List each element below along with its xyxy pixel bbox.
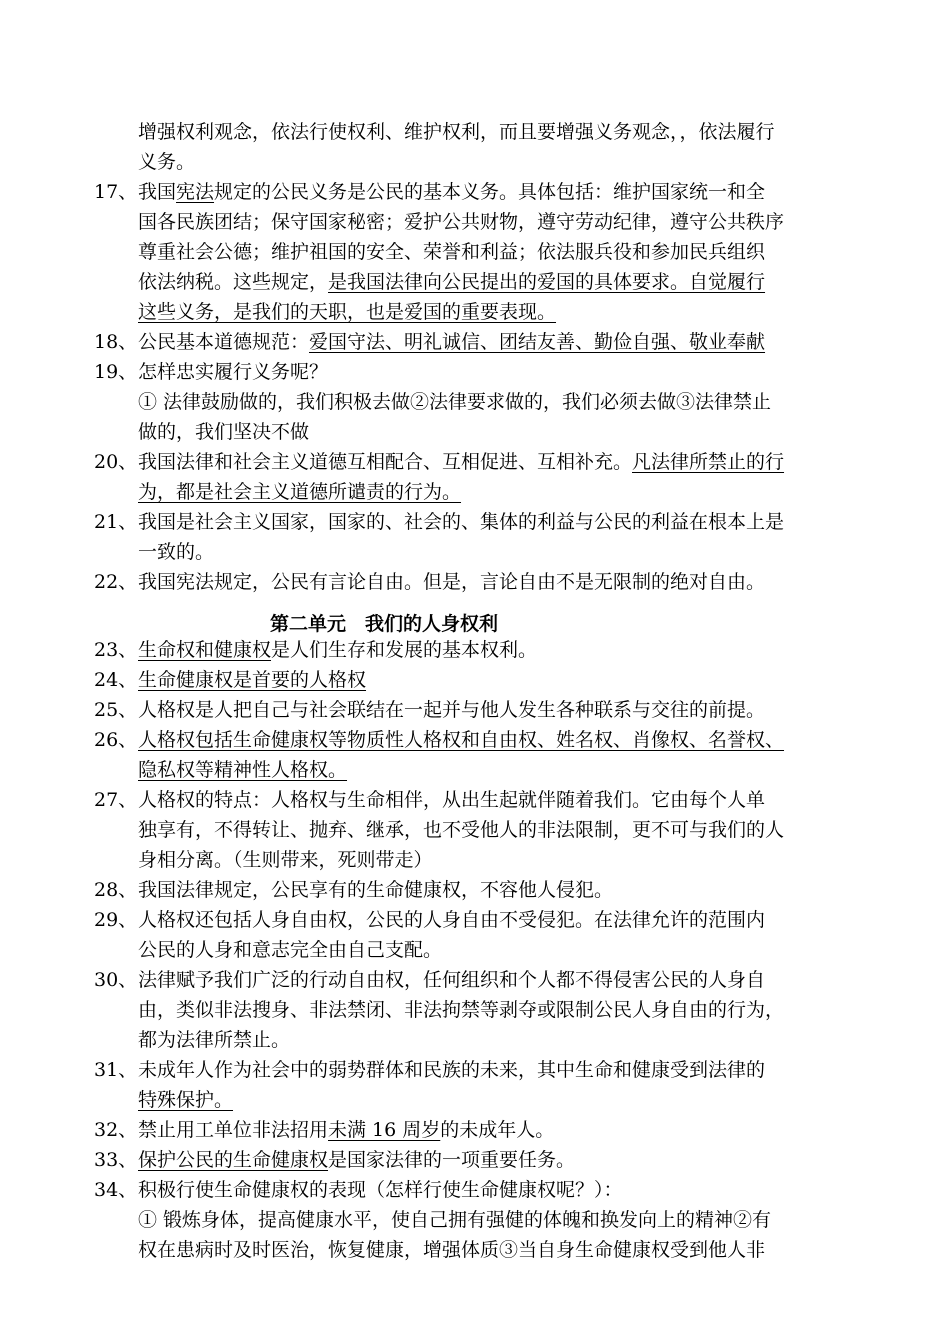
item-number: 21、: [94, 511, 138, 533]
text-line: [138, 328, 765, 356]
line-text: ① 法律鼓励做的，我们积极去做②法律要求做的，我们必须去做③法律禁止: [138, 391, 772, 413]
line-text: 人格权还包括人身自由权，公民的人身自由不受侵犯。在法律允许的范围内: [138, 909, 766, 931]
text-line: [138, 1206, 771, 1234]
text-line: [138, 666, 366, 694]
item-number: 26、: [94, 729, 138, 751]
line-text: 都为法律所禁止。: [138, 1029, 291, 1051]
item-number: 22、: [94, 571, 138, 593]
underlined-text: 特殊保护。: [138, 1089, 234, 1111]
line-text: 规定的公民义务是公民的基本义务。具体包括：维护国家统一和全: [214, 181, 766, 203]
line-text: 人格权的特点：人格权与生命相伴，从出生起就伴随着我们。它由每个人单: [138, 789, 766, 811]
line-text: 国各民族团结；保守国家秘密；爱护公共财物，遵守劳动纪律，遵守公共秩序: [138, 211, 785, 233]
text-line: [138, 966, 765, 994]
text-line: [138, 936, 442, 964]
text-line: [138, 846, 433, 874]
text-line: [138, 1116, 554, 1144]
text-line: [138, 1146, 575, 1174]
text-line: [138, 448, 784, 476]
underlined-text: 生命权和健康权: [138, 639, 272, 661]
text-line: [138, 118, 775, 146]
text-line: [138, 876, 613, 904]
text-line: [138, 696, 765, 724]
item-number: 29、: [94, 909, 138, 931]
text-line: [138, 238, 765, 266]
text-line: [138, 268, 765, 296]
text-line: [138, 816, 784, 844]
line-text: 由，类似非法搜身、非法禁闭、非法拘禁等剥夺或限制公民人身自由的行为，: [138, 999, 785, 1021]
item-number: 32、: [94, 1119, 138, 1141]
underlined-text: 是我国法律向公民提出的爱国的具体要求。自觉履行: [328, 271, 766, 293]
line-text: 依法纳税。这些规定，: [138, 271, 329, 293]
line-text: 是国家法律的一项重要任务。: [328, 1149, 576, 1171]
text-line: [138, 906, 765, 934]
item-number: 34、: [94, 1179, 138, 1201]
text-line: [138, 478, 461, 506]
text-line: [138, 388, 771, 416]
line-text: 禁止用工单位非法招用: [138, 1119, 329, 1141]
item-number: 24、: [94, 669, 138, 691]
underlined-text: 凡法律所禁止的行: [632, 451, 785, 473]
underlined-text: 宪法: [176, 181, 215, 203]
text-line: [138, 1236, 765, 1264]
line-text: 未成年人作为社会中的弱势群体和民族的未来，其中生命和健康受到法律的: [138, 1059, 766, 1081]
text-line: [138, 1056, 765, 1084]
text-line: [138, 358, 328, 386]
item-number: 18、: [94, 331, 138, 353]
line-text: ① 锻炼身体，提高健康水平，使自己拥有强健的体魄和换发向上的精神②有: [138, 1209, 772, 1231]
item-number: 33、: [94, 1149, 138, 1171]
line-text: 做的，我们坚决不做: [138, 421, 310, 443]
line-text: 的未成年人。: [440, 1119, 555, 1141]
line-text: 法律赋予我们广泛的行动自由权，任何组织和个人都不得侵害公民的人身自: [138, 969, 766, 991]
line-text: 是人们生存和发展的基本权利。: [271, 639, 538, 661]
line-text: 公民的人身和意志完全由自己支配。: [138, 939, 443, 961]
item-number: 25、: [94, 699, 138, 721]
underlined-text: 这些义务，是我们的天职，也是爱国的重要表现。: [138, 301, 557, 323]
text-line: [138, 538, 214, 566]
line-text: 权在患病时及时医治，恢复健康，增强体质③当自身生命健康权受到他人非: [138, 1239, 766, 1261]
text-line: [138, 636, 537, 664]
underlined-text: 为，都是社会主义道德所谴责的行为。: [138, 481, 462, 503]
underlined-text: 爱国守法、明礼诚信、团结友善、勤俭自强、敬业奉献: [309, 331, 766, 353]
line-text: 义务。: [138, 151, 196, 173]
text-line: [138, 726, 784, 754]
text-line: [138, 996, 784, 1024]
line-text: 人格权是人把自己与社会联结在一起并与他人发生各种联系与交往的前提。: [138, 699, 766, 721]
item-number: 20、: [94, 451, 138, 473]
line-text: 增强权利观念，依法行使权利、维护权利，而且要增强义务观念，，依法履行: [138, 121, 775, 143]
line-text: 我国法律和社会主义道德互相配合、互相促进、互相补充。: [138, 451, 633, 473]
line-text: 独享有，不得转让、抛弃、继承，也不受他人的非法限制，更不可与我们的人: [138, 819, 785, 841]
underlined-text: 未满 16 周岁: [328, 1119, 441, 1141]
text-line: [138, 1026, 290, 1054]
line-text: 我国: [138, 181, 177, 203]
line-text: 公民基本道德规范：: [138, 331, 310, 353]
line-text: 怎样忠实履行义务呢？: [138, 361, 329, 383]
text-line: [138, 1176, 623, 1204]
line-text: 我国是社会主义国家，国家的、社会的、集体的利益与公民的利益在根本上是: [138, 511, 785, 533]
line-text: 身相分离。（生则带来，死则带走）: [138, 849, 433, 871]
text-line: [138, 148, 195, 176]
underlined-text: 保护公民的生命健康权: [138, 1149, 329, 1171]
text-line: [138, 418, 309, 446]
underlined-text: 隐私权等精神性人格权。: [138, 759, 348, 781]
text-line: [138, 208, 784, 236]
underlined-text: 生命健康权是首要的人格权: [138, 669, 367, 691]
text-line: [138, 786, 765, 814]
text-line: [138, 568, 765, 596]
line-text: 尊重社会公德；维护祖国的安全、荣誉和利益；依法服兵役和参加民兵组织: [138, 241, 766, 263]
section-heading: 第二单元 我们的人身权利: [270, 613, 499, 635]
item-number: 31、: [94, 1059, 138, 1081]
item-number: 23、: [94, 639, 138, 661]
item-number: 19、: [94, 361, 138, 383]
text-line: [138, 756, 347, 784]
text-line: [138, 178, 765, 206]
text-line: [138, 298, 556, 326]
item-number: 17、: [94, 181, 138, 203]
item-number: 28、: [94, 879, 138, 901]
text-line: [138, 508, 784, 536]
line-text: 我国宪法规定，公民有言论自由。但是，言论自由不是无限制的绝对自由。: [138, 571, 766, 593]
text-line: [138, 1086, 233, 1114]
line-text: 积极行使生命健康权的表现（怎样行使生命健康权呢？）：: [138, 1179, 623, 1201]
item-number: 27、: [94, 789, 138, 811]
underlined-text: 人格权包括生命健康权等物质性人格权和自由权、姓名权、肖像权、名誉权、: [138, 729, 785, 751]
item-number: 30、: [94, 969, 138, 991]
line-text: 我国法律规定，公民享有的生命健康权，不容他人侵犯。: [138, 879, 614, 901]
line-text: 一致的。: [138, 541, 215, 563]
